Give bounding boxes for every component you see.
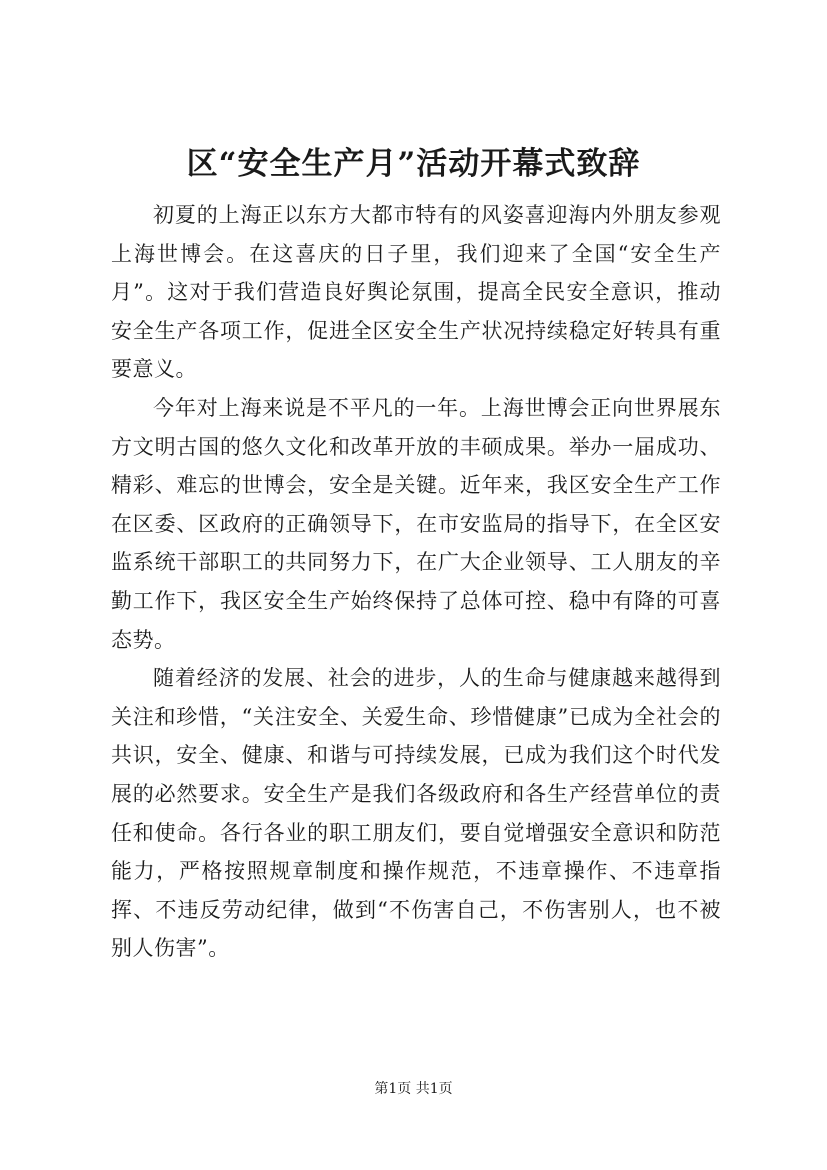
paragraph-3: 随着经济的发展、社会的进步，人的生命与健康越来越得到关注和珍惜，“关注安全、关爱生命、珍惜健康”已成为全社会的共识，安全、健康、和谐与可持续发展，已成为我们这个时代发展的必然要求。安全生产是我们各级政府和各生产经营单位的责任和使命。各行各业的职工朋友们，要自觉增强安全意识和防范能力，严格按照规章制度和操作规范，不违章操作、不违章指挥、不违反劳动纪律，做到“不伤害自己，不伤害别人，也不被别人伤害”。 <box>111 666 721 961</box>
page-number-footer: 第1页 共1页 <box>374 1081 453 1097</box>
document-title: 区“安全生产月”活动开幕式致辞 <box>186 146 641 182</box>
paragraph-1: 初夏的上海正以东方大都市特有的风姿喜迎海内外朋友参观上海世博会。在这喜庆的日子里，我们迎来了全国“安全生产月”。这对于我们营造良好舆论氛围，提高全民安全意识，推动安全生产各项工作，促进全区安全生产状况持续稳定好转具有重要意义。 <box>111 203 721 382</box>
paragraph-2: 今年对上海来说是不平凡的一年。上海世博会正向世界展东方文明古国的悠久文化和改革开放的丰硕成果。举办一届成功、精彩、难忘的世博会，安全是关键。近年来，我区安全生产工作在区委、区政府的正确领导下，在市安监局的指导下，在全区安监系统干部职工的共同努力下，在广大企业领导、工人朋友的辛勤工作下，我区安全生产始终保持了总体可控、稳中有降的可喜态势。 <box>111 395 721 652</box>
document-body <box>111 196 721 968</box>
